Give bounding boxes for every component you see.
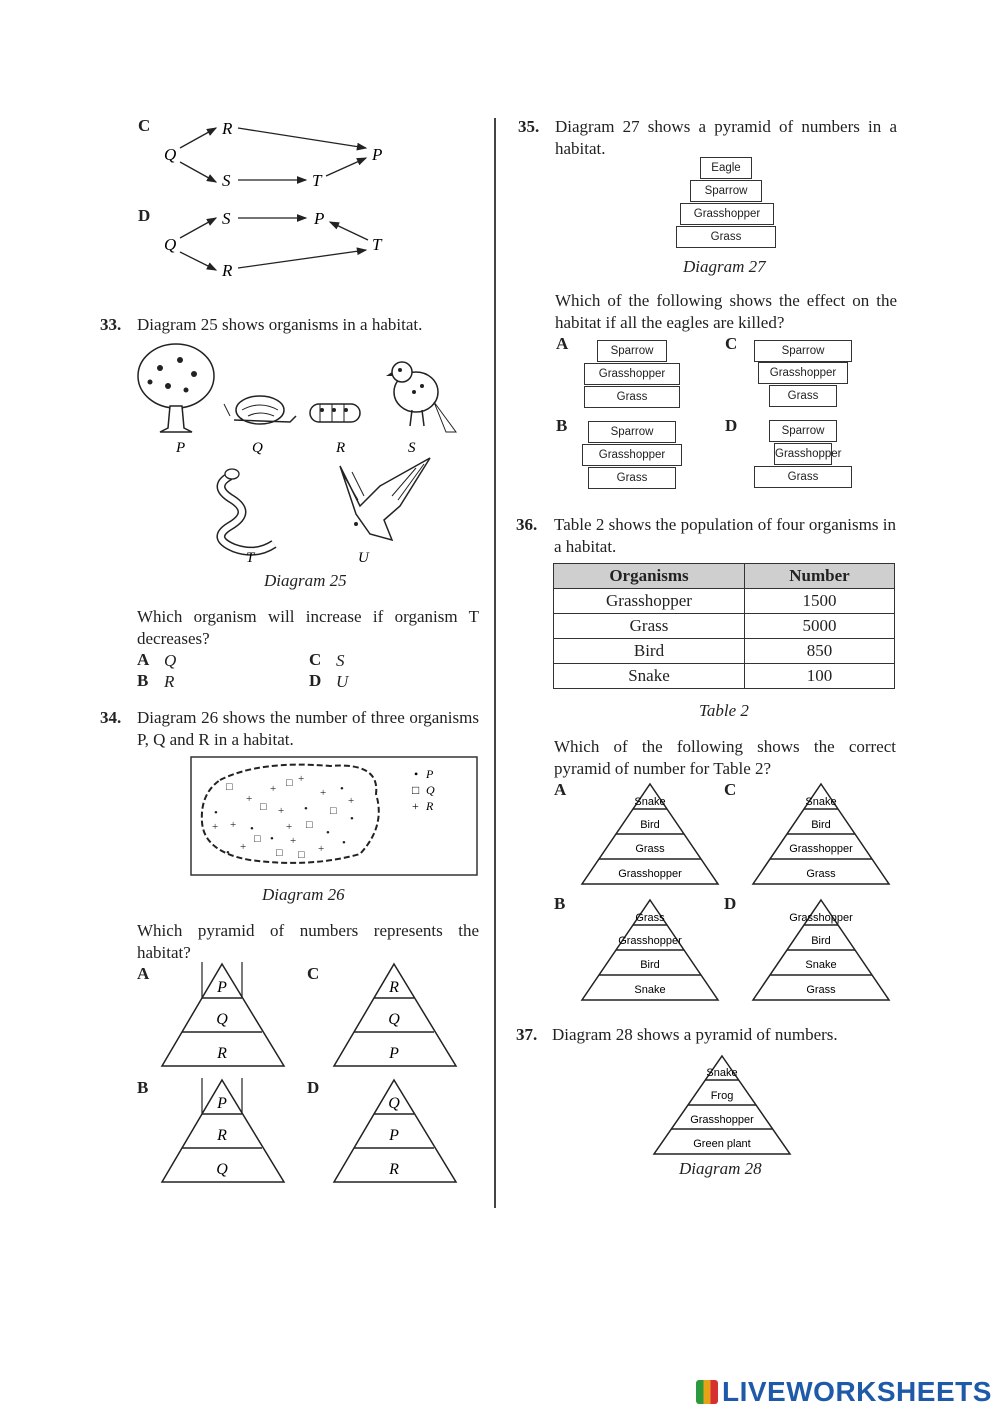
q36-option-b-letter[interactable]: B [554,894,566,913]
q35-b-level-1[interactable]: Sparrow [588,421,676,443]
svg-text:□: □ [298,849,305,861]
table-2 [553,563,895,689]
q36-option-c-pyramid[interactable] [751,782,891,886]
svg-text:P: P [217,1095,227,1112]
web-d-node-r: R [222,261,233,280]
svg-text:Grasshopper: Grasshopper [690,1114,754,1126]
web-c-node-p: P [372,145,383,164]
organism-s-label: S [408,440,416,456]
svg-text:Grass: Grass [806,868,836,880]
web-d-node-s: S [222,209,231,228]
table-row [554,589,895,614]
svg-text:+: + [348,795,355,807]
column-divider [494,118,496,1208]
organism-r-label: R [336,440,346,456]
q35-a-level-3[interactable]: Grass [584,386,680,408]
svg-text:□: □ [260,801,267,813]
cell-number: 850 [745,639,895,664]
svg-text:+: + [270,783,277,795]
q35-d-level-1[interactable]: Sparrow [769,420,837,442]
svg-text:Grass: Grass [635,912,665,924]
q34-option-d-letter[interactable]: D [307,1078,320,1097]
q34-option-b-pyramid[interactable] [160,1078,286,1184]
q33-option-d-value[interactable]: U [336,672,349,691]
table-2-caption: Table 2 [699,701,749,720]
svg-text:+: + [286,821,293,833]
svg-text:R: R [389,1161,399,1178]
svg-text:Bird: Bird [811,819,831,831]
svg-text:Q: Q [216,1011,228,1028]
logo-icon [696,1380,718,1404]
svg-text:P: P [389,1127,399,1144]
q33-option-b-value[interactable]: R [164,672,175,691]
q36-option-b-pyramid[interactable] [580,898,720,1002]
q36-option-d-pyramid[interactable] [751,898,891,1002]
table-header-row [554,564,895,589]
q33-option-a-letter[interactable]: A [137,650,150,669]
svg-text:Grasshopper: Grasshopper [789,912,853,924]
svg-text:Grasshopper: Grasshopper [618,868,682,880]
question-37-text: Diagram 28 shows a pyramid of numbers. [552,1025,838,1044]
svg-text:+: + [412,799,419,813]
diagram-27-caption: Diagram 27 [683,257,766,276]
table-row [554,664,895,689]
cell-organism: Grasshopper [554,589,745,614]
svg-text:Bird: Bird [640,819,660,831]
caterpillar-illustration [310,404,360,422]
q36-option-c-letter[interactable]: C [724,780,737,799]
question-37-number: 37. [516,1025,538,1044]
tree-illustration [138,344,214,432]
svg-text:Snake: Snake [805,959,837,971]
diagram-27-level-grass: Grass [676,226,776,248]
svg-text:+: + [212,821,219,833]
svg-text:+: + [320,787,327,799]
q36-option-a-letter[interactable]: A [554,780,567,799]
q35-b-level-2[interactable]: Grasshopper [582,444,682,466]
cell-organism: Snake [554,664,745,689]
svg-text:•: • [342,837,346,849]
q35-option-c-letter[interactable]: C [725,334,738,353]
q35-c-level-1[interactable]: Sparrow [754,340,852,362]
svg-text:Grasshopper: Grasshopper [618,935,682,947]
organism-p-label: P [176,440,186,456]
diagram-27-level-sparrow: Sparrow [690,180,762,202]
diagram-25-organisms [130,336,480,576]
question-34-text: Diagram 26 shows the number of three organisms P, Q and R in a habitat. [137,708,479,749]
question-33-number: 33. [100,315,122,334]
q35-a-level-1[interactable]: Sparrow [597,340,667,362]
diagram-26-caption: Diagram 26 [262,885,345,904]
svg-text:Grasshopper: Grasshopper [789,843,853,855]
diagram-25-caption: Diagram 25 [264,571,347,590]
question-36-prompt: Which of the following shows the correct pyramid of number for Table 2? [554,737,896,778]
q33-option-c-value[interactable]: S [336,651,345,670]
q36-option-a-pyramid[interactable] [580,782,720,886]
svg-text:•: • [350,813,354,825]
bird-illustration [386,362,456,432]
web-d-node-t: T [372,235,382,254]
q35-option-d-letter[interactable]: D [725,416,738,435]
question-35-number: 35. [518,117,540,136]
q35-c-level-2[interactable]: Grasshopper [758,362,848,384]
diagram-28-caption: Diagram 28 [679,1159,762,1178]
table-row [554,614,895,639]
svg-text:R: R [389,979,399,996]
food-web-diagrams [160,112,400,282]
question-36-number: 36. [516,515,538,534]
question-34-prompt: Which pyramid of numbers represents the habitat? [137,921,479,962]
question-34-number: 34. [100,708,122,727]
svg-text:Snake: Snake [805,796,837,808]
svg-text:R: R [217,1045,227,1062]
q34-option-a-letter[interactable]: A [137,964,150,983]
svg-text:R: R [217,1127,227,1144]
svg-text:+: + [230,819,237,831]
legend-p: P [426,767,434,781]
q33-option-a-value[interactable]: Q [164,651,177,670]
svg-text:Q: Q [388,1011,400,1028]
snake-illustration [221,469,274,551]
logo-text: LIVEWORKSHEETS [722,1376,992,1407]
cell-organism: Grass [554,614,745,639]
question-35-text: Diagram 27 shows a pyramid of numbers in a habitat. [555,117,897,158]
svg-text:•: • [304,803,308,815]
svg-text:Q: Q [388,1095,400,1112]
svg-text:□: □ [286,777,293,789]
svg-text:Grass: Grass [806,984,836,996]
cell-number: 100 [745,664,895,689]
cell-number: 5000 [745,614,895,639]
web-c-node-r: R [222,119,233,138]
q34-option-c-pyramid[interactable] [332,962,458,1068]
svg-text:+: + [240,841,247,853]
option-c-label: C [138,116,151,135]
q34-option-b-letter[interactable]: B [137,1078,149,1097]
diagram-27-level-eagle: Eagle [700,157,752,179]
web-c-node-t: T [312,171,322,190]
eagle-illustration [340,458,430,540]
q35-b-level-3[interactable]: Grass [588,467,676,489]
header-organisms: Organisms [554,564,745,589]
svg-text:□: □ [276,847,283,859]
svg-text:□: □ [306,819,313,831]
q33-option-c-letter[interactable]: C [309,650,322,669]
svg-text:+: + [278,805,285,817]
diagram-27-level-grasshopper: Grasshopper [680,203,774,225]
q33-option-d-letter[interactable]: D [309,671,322,690]
web-d-node-p: P [314,209,325,228]
q33-option-b-letter[interactable]: B [137,671,149,690]
q34-option-c-letter[interactable]: C [307,964,320,983]
question-35-prompt: Which of the following shows the effect on the habitat if all the eagles are killed? [555,291,897,332]
svg-text:□: □ [254,833,261,845]
svg-text:Q: Q [216,1161,228,1178]
organism-t-label: T [246,550,255,566]
cell-number: 1500 [745,589,895,614]
q35-a-level-2[interactable]: Grasshopper [584,363,680,385]
svg-text:+: + [290,835,297,847]
svg-text:Green plant: Green plant [693,1138,751,1150]
table-row [554,639,895,664]
svg-text:+: + [246,793,253,805]
svg-text:Frog: Frog [710,1090,734,1102]
svg-text:□: □ [412,783,420,797]
svg-text:Snake: Snake [706,1067,738,1079]
diagram-28-pyramid [652,1054,792,1156]
svg-text:□: □ [226,781,233,793]
svg-text:Bird: Bird [640,959,660,971]
svg-text:P: P [217,979,227,996]
svg-text:•: • [414,767,419,781]
svg-text:+: + [318,843,325,855]
cell-organism: Bird [554,639,745,664]
svg-text:•: • [340,783,344,795]
option-d-label: D [138,206,151,225]
svg-text:•: • [226,847,230,859]
svg-text:•: • [270,833,274,845]
svg-text:•: • [250,823,254,835]
svg-text:+: + [298,773,305,785]
web-c-node-s: S [222,171,231,190]
organism-q-label: Q [252,440,263,456]
svg-text:Snake: Snake [634,984,666,996]
svg-text:•: • [214,807,218,819]
organism-u-label: U [358,550,369,566]
svg-text:Grass: Grass [635,843,665,855]
header-number: Number [745,564,895,589]
q35-option-b-letter[interactable]: B [556,416,568,435]
q35-d-level-2[interactable]: Grasshopper [774,443,832,465]
snail-illustration [224,396,296,424]
svg-text:□: □ [330,805,337,817]
q35-d-level-3[interactable]: Grass [754,466,852,488]
svg-text:P: P [389,1045,399,1062]
legend-r: R [426,799,434,813]
q35-option-a-letter[interactable]: A [556,334,569,353]
liveworksheets-logo [696,1376,992,1410]
q34-option-d-pyramid[interactable] [332,1078,458,1184]
q36-option-d-letter[interactable]: D [724,894,737,913]
diagram-26-habitat [190,756,480,878]
svg-text:Snake: Snake [634,796,666,808]
web-c-node-q: Q [164,145,177,164]
question-36-text: Table 2 shows the population of four organisms in a habitat. [554,515,896,556]
question-33-text: Diagram 25 shows organisms in a habitat. [137,315,423,334]
svg-text:Bird: Bird [811,935,831,947]
legend-q: Q [426,783,435,797]
web-d-node-q: Q [164,235,177,254]
q35-c-level-3[interactable]: Grass [769,385,837,407]
svg-text:•: • [326,827,330,839]
q34-option-a-pyramid[interactable] [160,962,286,1068]
question-33-prompt: Which organism will increase if organism T decreases? [137,607,479,648]
